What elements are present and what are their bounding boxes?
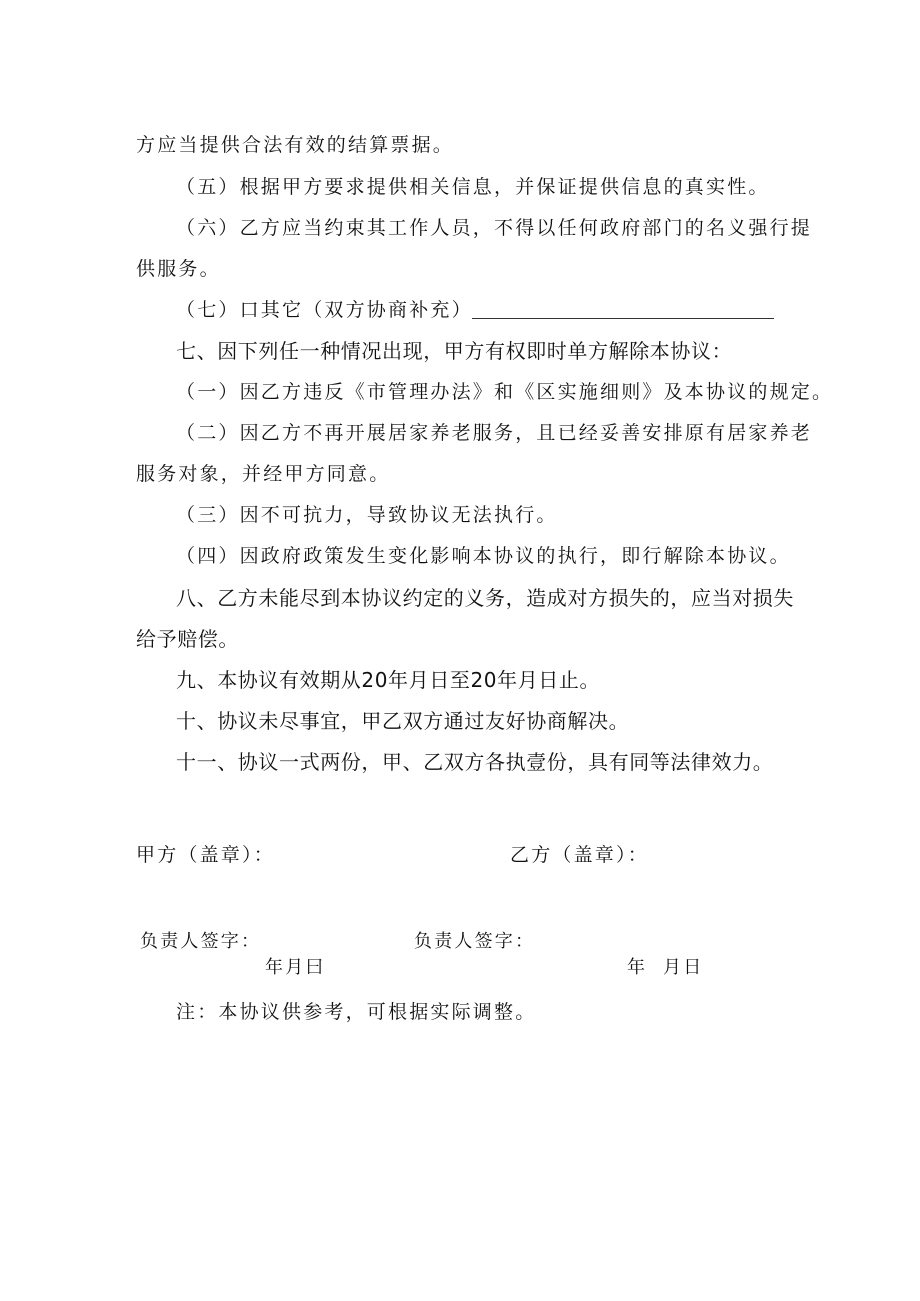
fill-in-blank-line bbox=[472, 318, 774, 319]
clause-item-6-line-2: 供服务。 bbox=[136, 258, 221, 280]
section-7-item-2-line-1: （二）因乙方不再开展居家养老服务，且已经妥善安排原有居家养老 bbox=[176, 422, 813, 444]
section-7-item-2-line-2: 服务对象，并经甲方同意。 bbox=[136, 463, 391, 485]
section-10: 十、协议未尽事宜，甲乙双方通过友好协商解决。 bbox=[176, 709, 630, 733]
section-7-heading: 七、因下列任一种情况出现，甲方有权即时单方解除本协议： bbox=[176, 339, 733, 363]
party-a-signer-label: 负责人签字： bbox=[140, 931, 262, 952]
party-b-signer-label: 负责人签字： bbox=[414, 931, 536, 952]
party-a-date: 年月曰 bbox=[265, 957, 326, 978]
party-b-seal-label: 乙方（盖章）： bbox=[510, 844, 649, 866]
section-7-item-3: （三）因不可抗力，导致协议无法执行。 bbox=[176, 504, 558, 526]
paragraph-continuation: 方应当提供合法有效的结算票据。 bbox=[136, 134, 455, 156]
party-a-seal-label: 甲方（盖章）： bbox=[136, 844, 275, 866]
clause-item-5: （五）根据甲方要求提供相关信息，并保证提供信息的真实性。 bbox=[176, 176, 770, 198]
section-8-line-1: 八、乙方未能尽到本协议约定的义务，造成对方损失的，应当对损失 bbox=[176, 586, 794, 610]
section-9: 九、本协议有效期从20年月日至20年月日止。 bbox=[176, 668, 601, 692]
section-7-item-1: （一）因乙方违反《市管理办法》和《区实施细则》及本协议的规定。 bbox=[176, 381, 834, 403]
clause-item-7: （七）口其它（双方协商补充） bbox=[176, 299, 473, 321]
section-8-line-2: 给予赔偿。 bbox=[136, 627, 239, 651]
clause-item-6-line-1: （六）乙方应当约束其工作人员，不得以任何政府部门的名义强行提 bbox=[176, 217, 813, 239]
footnote: 注：本协议供参考，可根据实际调整。 bbox=[176, 1001, 537, 1023]
section-11: 十一、协议一式两份，甲、乙双方各执壹份，具有同等法律效力。 bbox=[176, 750, 774, 774]
party-b-date: 年 月日 bbox=[627, 957, 704, 978]
section-7-item-4: （四）因政府政策发生变化影响本协议的执行，即行解除本协议。 bbox=[176, 545, 791, 567]
